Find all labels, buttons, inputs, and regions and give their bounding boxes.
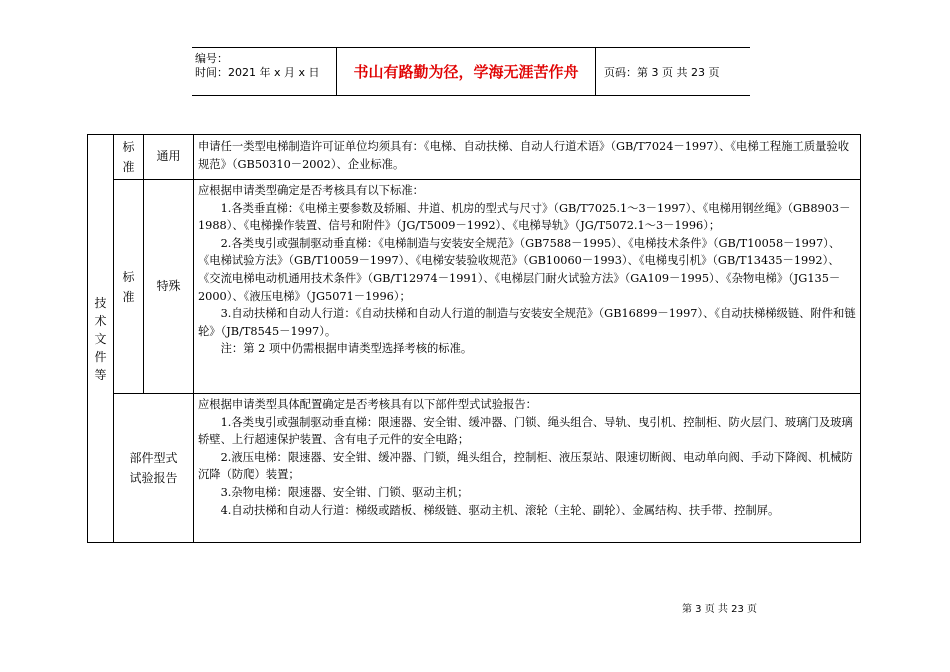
row1-content: 申请任一类型电梯制造许可证单位均须具有：《电梯、自动扶梯、自动人行道术语》（GB/T7024－1997）、《电梯工程施工质量验收规范》（GB50310－2002）、企业标准。 (194, 135, 861, 180)
paragraph: 注：第 2 项中仍需根据申请类型选择考核的标准。 (220, 342, 473, 356)
technical-documents-table (87, 134, 861, 543)
page-footer: 第 3 页 共 23 页 (682, 604, 757, 615)
document-date: 时间：2021 年 x 月 x 日 (195, 66, 320, 79)
table-row (88, 180, 861, 394)
paragraph: 应根据申请类型确定是否考核具有以下标准： (198, 184, 424, 197)
paragraph: 2.各类曳引或强制驱动垂直梯：《电梯制造与安装安全规范》（GB7588－1995）、《电梯技术条件》（GB/T10058－1997）、《电梯试验方法》（GB/T10059－1997）、《电梯安装验收规范》（GB10060－1993）、《电梯曳引机》（GB/T13435－1992）、《交流电梯电动机通用技术条件》（GB/T12974－1991）、《电梯层门耐火试验方法》（GA109－1995）、《杂物电梯》（JG135－2000）、《液压电梯》（JG5071－1996）； (198, 236, 841, 303)
header-motto: 书山有路勤为径，学海无涯苦作舟 (337, 48, 596, 95)
paragraph: 应根据申请类型具体配置确定是否考核具有以下部件型式试验报告： (198, 398, 537, 411)
table-row (88, 135, 861, 180)
table-row (88, 394, 861, 543)
paragraph: 1.各类曳引或强制驱动垂直梯：限速器、安全钳、缓冲器、门锁、绳头组合、导轨、曳引机、控制柜、防火层门、玻璃门及玻璃轿壁、上行超速保护装置、含有电子元件的安全电路； (198, 415, 853, 447)
paragraph: 1.各类垂直梯：《电梯主要参数及轿厢、井道、机房的型式与尺寸》（GB/T7025.1～3－1997）、《电梯用钢丝绳》（GB8903－1988）、《电梯操作装置、信号和附件》（JG/T5009－1992）、《电梯导轨》（JG/T5072.1～3－1996）； (198, 201, 851, 233)
row1-col-a: 标 准 (114, 135, 144, 180)
paragraph: 3.自动扶梯和自动人行道：《自动扶梯和自动人行道的制造与安装安全规范》（GB16899－1997）、《自动扶梯梯级链、附件和链轮》（JB/T8545－1997）。 (198, 307, 856, 338)
row2-content (194, 180, 861, 394)
document-number-label: 编号： (195, 52, 228, 65)
header-meta (192, 48, 337, 95)
header-page-info: 页码：第 3 页 共 23 页 (604, 65, 720, 79)
group-label-cell (88, 135, 114, 543)
page-header (192, 47, 750, 96)
paragraph: 4.自动扶梯和自动人行道：梯级或踏板、梯级链、驱动主机、滚轮（主轮、副轮）、金属结构、扶手带、控制屏。 (220, 503, 780, 517)
group-label: 技 术 文 件 等 (94, 295, 107, 382)
row3-col-b: 部件型式 试验报告 (114, 394, 194, 543)
row2-col-b: 特殊 (144, 180, 194, 394)
paragraph: 3.杂物电梯：限速器、安全钳、门锁、驱动主机； (220, 485, 469, 499)
paragraph: 2.液压电梯：限速器、安全钳、缓冲器、门锁，绳头组合，控制柜、液压泵站、限速切断阀、电动单向阀、手动下降阀、机械防沉降（防爬）装置； (198, 450, 853, 482)
row3-content (194, 394, 861, 543)
row1-col-b: 通用 (144, 135, 194, 180)
row2-col-a: 标 准 (114, 180, 144, 394)
